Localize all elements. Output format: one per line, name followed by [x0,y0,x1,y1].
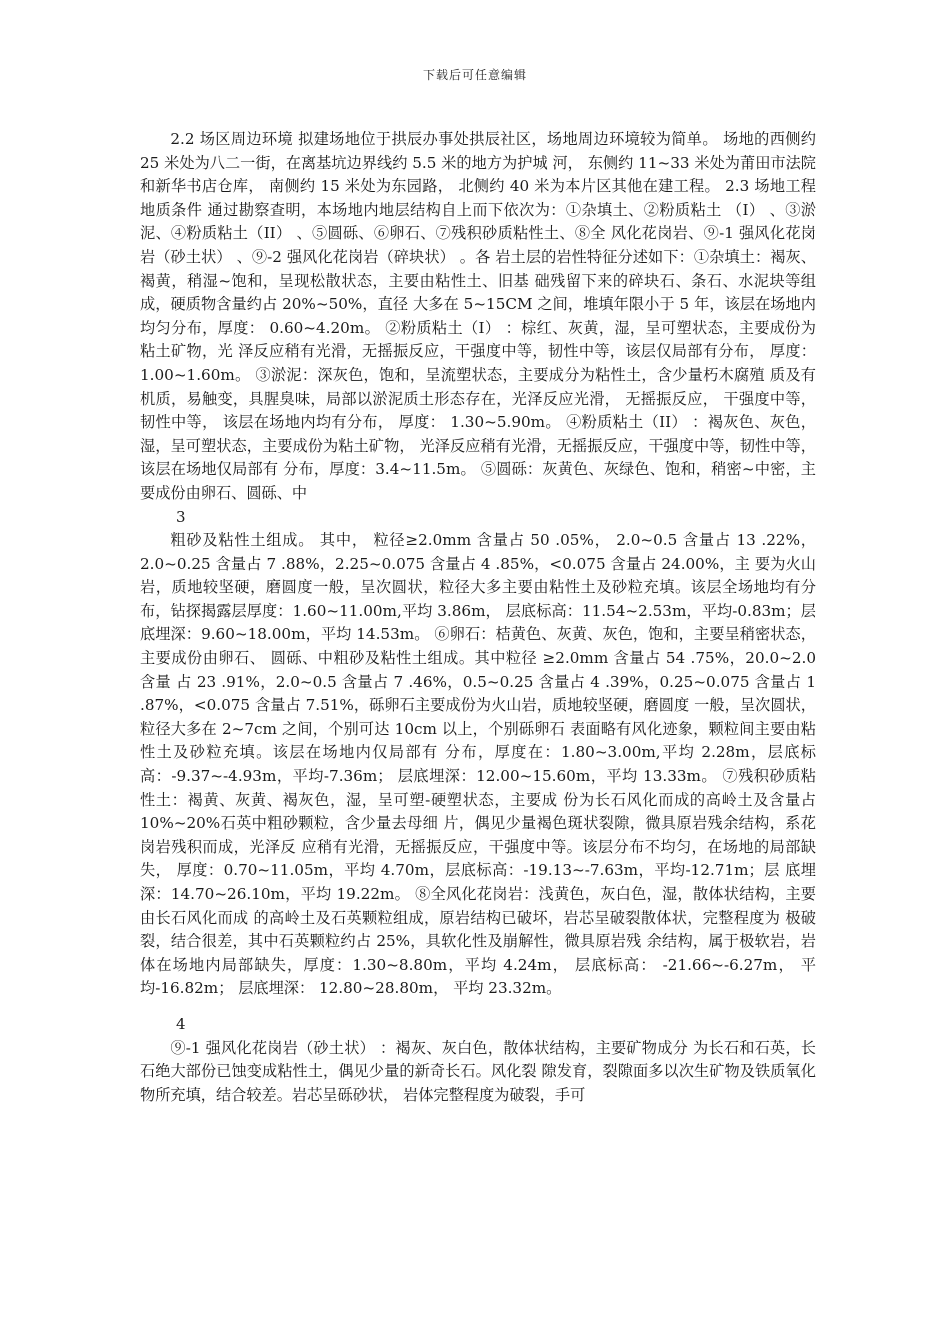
document-body [140,128,816,1107]
paragraph-gravel-layers: 粗砂及粘性土组成。 其中， 粒径≥2.0mm 含量占 50 .05%， 2.0~0.5 含量占 13 .22%， 2.0~0.25 含量占 7 .88%，2.25~0.075 含量占 4 .85%，<0.075 含量占 24.00%，主 要为火山岩，质地较坚硬，磨圆度一般，呈次圆状，粒径大多主要由粘性土及砂粒充填。该层全场地均有分布，钻探揭露层厚度：1.60~11.00m,平均 3.86m， 层底标高：11.54~2.53m，平均-0.83m；层底埋深：9.60~18.00m，平均 14.53m。 ⑥卵石：桔黄色、灰黄、灰色，饱和，主要呈稍密状态，主要成份由卵石、 圆砾、中粗砂及粘性土组成。其中粒径 ≥2.0mm 含量占 54 .75%，20.0~2.0 含量 占 23 .91%，2.0~0.5 含量占 7 .46%，0.5~0.25 含量占 4 .39%，0.25~0.075 含量占 1 .87%，<0.075 含量占 7.51%，砾卵石主要成份为火山岩，质地较坚硬，磨圆度 一般，呈次圆状，粒径大多在 2~7cm 之间，个别可达 10cm 以上，个别砾卵石 表面略有风化迹象，颗粒间主要由粘性土及砂粒充填。该层在场地内仅局部有 分布，厚度在：1.80~3.00m,平均 2.28m，层底标高：-9.37~-4.93m，平均-7.36m； 层底埋深：12.00~15.60m，平均 13.33m。 ⑦残积砂质粘性土：褐黄、灰黄、褐灰色，湿，呈可塑-硬塑状态，主要成 份为长石风化而成的高岭土及含量占 10%~20%石英中粗砂颗粒，含少量去母细 片，偶见少量褐色斑状裂隙，微具原岩残余结构，系花岗岩残积而成，光泽反 应稍有光滑，无摇振反应，干强度中等。该层分布不均匀，在场地的局部缺失， 厚度：0.70~11.05m，平均 4.70m，层底标高：-19.13~-7.63m，平均-12.71m；层 底埋深：14.70~26.10m，平均 19.22m。 ⑧全风化花岗岩：浅黄色，灰白色，湿，散体状结构，主要由长石风化而成 的高岭土及石英颗粒组成，原岩结构已破坏，岩芯呈破裂散体状，完整程度为 极破裂，结合很差，其中石英颗粒约占 25%，具软化性及崩解性，微具原岩残 余结构，属于极软岩，岩体在场地内局部缺失，厚度：1.30~8.80m，平均 4.24m， 层底标高： -21.66~-6.27m， 平均-16.82m； 层底埋深： 12.80~28.80m， 平均 23.32m。 [140,531,816,998]
page-number: 4 [176,1014,186,1033]
page-number: 3 [176,507,186,526]
header-note: 下载后可任意编辑 [422,68,527,82]
paragraph-weathered-granite: ⑨-1 强风化花岗岩（砂土状） ：褐灰、灰白色，散体状结构，主要矿物成分 为长石和石英，长石绝大部份已蚀变成粘性土，偶见少量的新奇长石。风化裂 隙发育，裂隙面多以次生矿物及铁质氧化物所充填，结合较差。岩芯呈砾砂状， 岩体完整程度为破裂，手可 [140,1038,816,1104]
paragraph-site-environment: 2.2 场区周边环境 拟建场地位于拱辰办事处拱辰社区，场地周边环境较为简单。 场地的西侧约 25 米处为八二一街，在离基坑边界线约 5.5 米的地方为护城 河， 东侧约 11~33 米处为莆田市法院和新华书店仓库， 南侧约 15 米处为东园路， 北侧约 40 米为本片区其他在建工程。 2.3 场地工程地质条件 通过勘察查明，本场地内地层结构自上而下依次为：①杂填土、②粉质粘土 （I） 、③淤泥、④粉质粘土（II） 、⑤圆砾、⑥卵石、⑦残积砂质粘性土、⑧全 风化花岗岩、⑨-1 强风化花岗岩（砂土状） 、⑨-2 强风化花岗岩（碎块状） 。各 岩土层的岩性特征分述如下：①杂填土：褐灰、褐黄，稍湿~饱和，呈现松散状态，主要由粘性土、旧基 础残留下来的碎块石、条石、水泥块等组成，硬质物含量约占 20%~50%，直径 大多在 5~15CM 之间，堆填年限小于 5 年，该层在场地内均匀分布，厚度： 0.60~4.20m。 ②粉质粘土（I） ：棕红、灰黄，湿，呈可塑状态，主要成份为粘土矿物，光 泽反应稍有光滑，无摇振反应，干强度中等，韧性中等，该层仅局部有分布， 厚度：1.00~1.60m。 ③淤泥：深灰色，饱和，呈流塑状态，主要成分为粘性土，含少量朽木腐殖 质及有机质，易触变，具腥臭味，局部以淤泥质土形态存在，光泽反应光滑， 无摇振反应， 干强度中等， 韧性中等， 该层在场地内均有分布， 厚度： 1.30~5.90m。 ④粉质粘土（II） ：褐灰色、灰色，湿，呈可塑状态，主要成份为粘土矿物， 光泽反应稍有光滑，无摇振反应，干强度中等，韧性中等，该层在场地仅局部有 分布，厚度：3.4~11.5m。 ⑤圆砾：灰黄色、灰绿色、饱和，稍密~中密，主要成份由卵石、圆砾、中 [140,130,816,502]
